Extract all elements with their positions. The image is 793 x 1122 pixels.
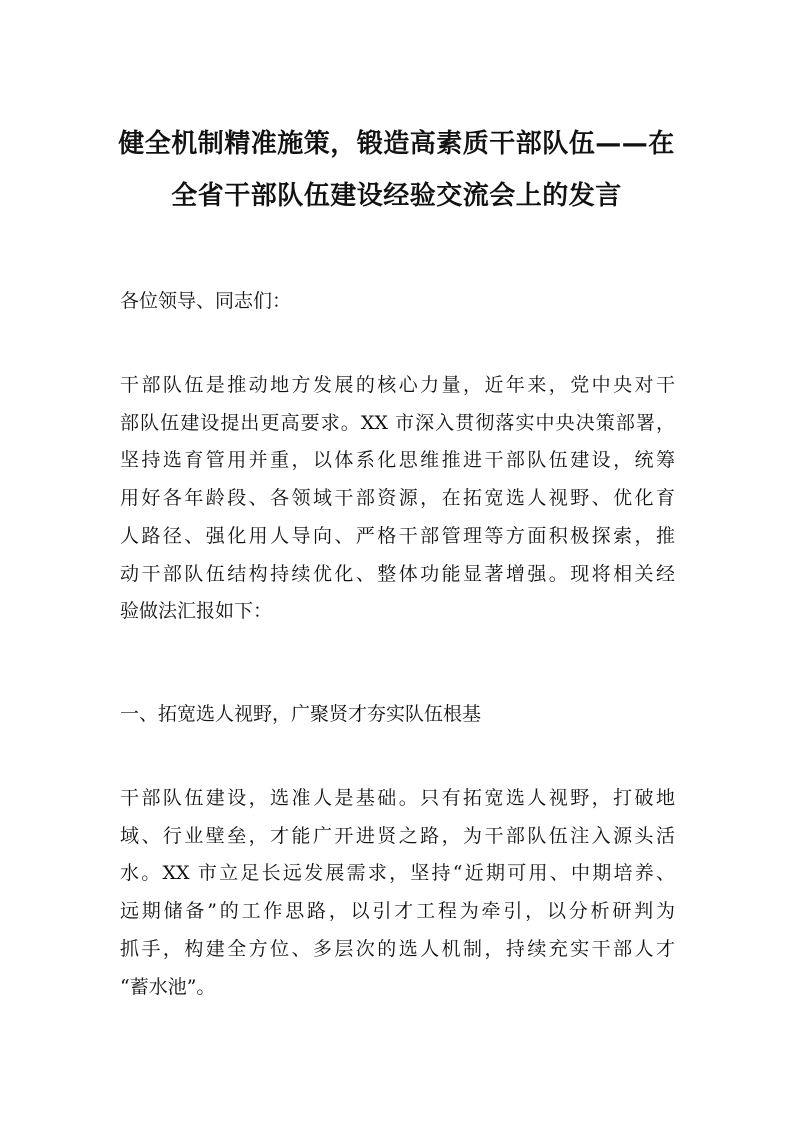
paragraph-line: 干部队伍是推动地方发展的核心力量，近年来，党中央对干 — [120, 374, 675, 396]
paragraph-line: 验做法汇报如下： — [120, 600, 273, 623]
paragraph-line: 部队伍建设提出更高要求。XX 市深入贯彻落实中央决策部署， — [120, 411, 675, 434]
title-line: 全省干部队伍建设经验交流会上的发言 — [171, 181, 622, 211]
section-heading — [120, 696, 675, 734]
greeting-text: 各位领导、同志们： — [120, 290, 292, 312]
paragraph-line: 干部队伍建设，选准人是基础。只有拓宽选人视野，打破地 — [120, 787, 675, 809]
paragraph-line: “蓄水池”。 — [120, 975, 216, 998]
paragraph-line: 坚持选育管用并重，以体系化思维推进干部队伍建设，统筹 — [120, 449, 675, 472]
greeting — [120, 283, 675, 321]
section-heading-text: 一、拓宽选人视野，广聚贤才夯实队伍根基 — [120, 703, 482, 725]
paragraph-line: 水。XX 市立足长远发展需求，坚持“近期可用、中期培养、 — [120, 862, 675, 885]
document-title — [110, 118, 683, 222]
paragraph-line: 用好各年龄段、各领域干部资源，在拓宽选人视野、优化育 — [120, 487, 675, 510]
paragraph-intro — [120, 367, 675, 631]
paragraph-line: 抓手，构建全方位、多层次的选人机制，持续充实干部人才 — [120, 937, 675, 960]
paragraph-section1 — [120, 780, 675, 1006]
paragraph-line: 人路径、强化用人导向、严格干部管理等方面积极探索，推 — [120, 524, 675, 547]
paragraph-line: 域、行业壁垒，才能广开进贤之路，为干部队伍注入源头活 — [120, 824, 675, 847]
title-line: 健全机制精准施策，锻造高素质干部队伍——在 — [118, 129, 675, 159]
paragraph-line: 动干部队伍结构持续优化、整体功能显著增强。现将相关经 — [120, 562, 675, 585]
paragraph-line: 远期储备”的工作思路，以引才工程为牵引，以分析研判为 — [120, 900, 675, 923]
